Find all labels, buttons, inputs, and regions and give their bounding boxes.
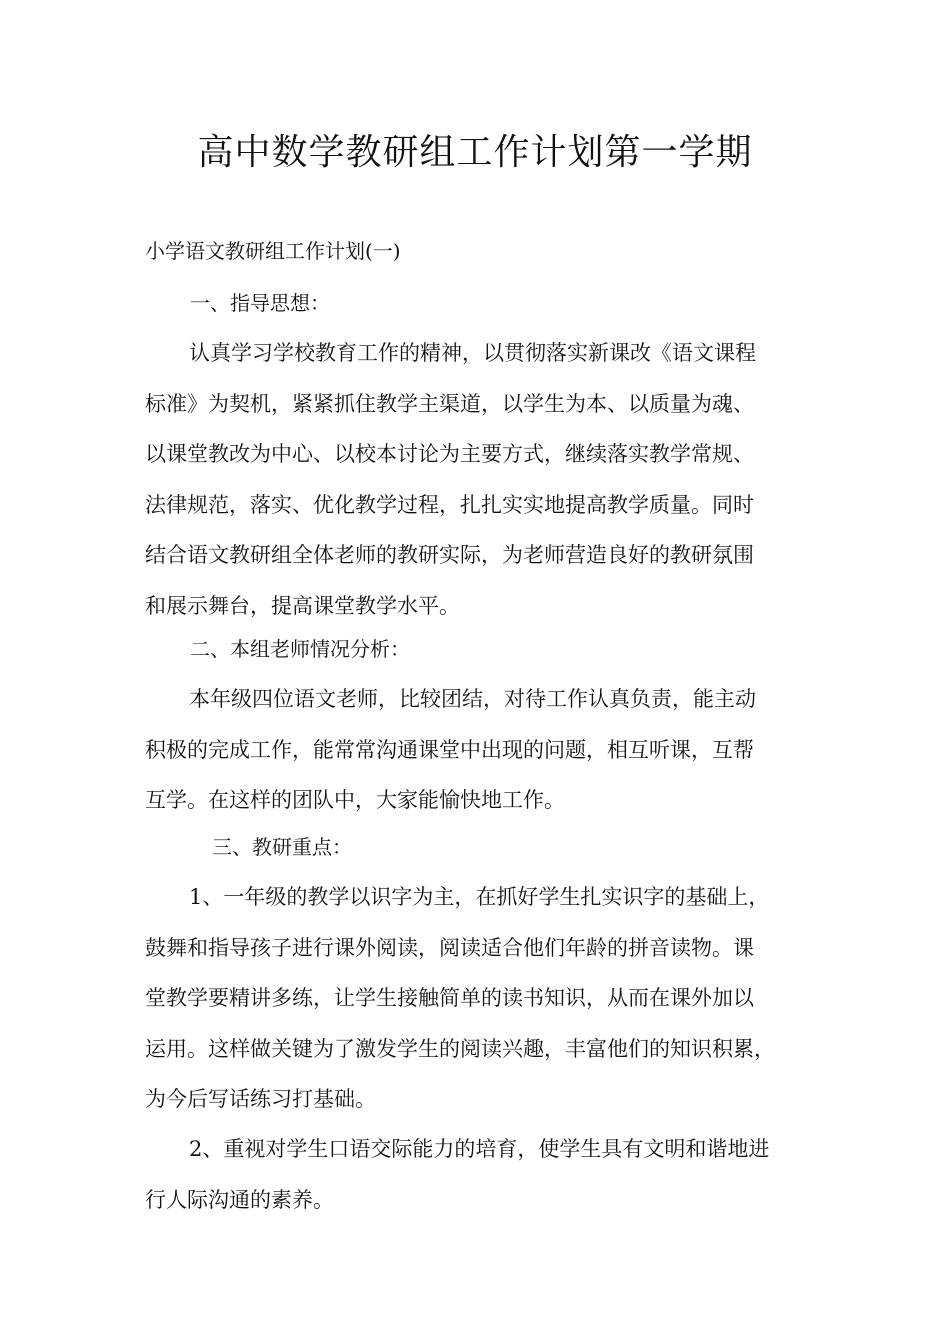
paragraph-line: 本年级四位语文老师，比较团结，对待工作认真负责，能主动 [189, 687, 756, 711]
section-heading-teacher-analysis: 二、本组老师情况分析： [190, 637, 410, 661]
paragraph-focus-item-1 [145, 872, 810, 1125]
paragraph-line: 认真学习学校教育工作的精神，以贯彻落实新课改《语文课程 [189, 341, 756, 365]
paragraph-line: 标准》为契机，紧紧抓住教学主渠道，以学生为本、以质量为魂、 [145, 391, 754, 416]
paragraph-line: 结合语文教研组全体老师的教研实际，为老师营造良好的教研氛围 [145, 543, 754, 567]
paragraph-guiding-thought [145, 328, 810, 631]
document-title: 高中数学教研组工作计划第一学期 [197, 132, 753, 173]
paragraph-line: 积极的完成工作，能常常沟通课堂中出现的问题，相互听课，互帮 [145, 737, 754, 762]
paragraph-line: 2、重视对学生口语交际能力的培育，使学生具有文明和谐地进 [189, 1137, 770, 1161]
document-subtitle: 小学语文教研组工作计划(一) [145, 239, 401, 263]
paragraph-line: 鼓舞和指导孩子进行课外阅读，阅读适合他们年龄的拼音读物。课 [145, 935, 754, 960]
paragraph-teacher-analysis [145, 674, 810, 826]
paragraph-focus-item-2 [145, 1124, 810, 1225]
paragraph-line: 法律规范，落实、优化教学过程，扎扎实实地提高教学质量。同时 [145, 492, 754, 517]
paragraph-line: 行人际沟通的素养。 [145, 1187, 334, 1212]
section-heading-guiding-thought: 一、指导思想： [190, 291, 330, 315]
paragraph-line: 堂教学要精讲多练，让学生接触简单的读书知识，从而在课外加以 [145, 986, 754, 1010]
section-heading-research-focus: 三、教研重点： [212, 835, 352, 859]
paragraph-line: 互学。在这样的团队中，大家能愉快地工作。 [145, 788, 565, 812]
paragraph-line: 以课堂教改为中心、以校本讨论为主要方式，继续落实教学常规、 [145, 442, 754, 466]
paragraph-line: 1、一年级的教学以识字为主，在抓好学生扎实识字的基础上， [189, 885, 770, 909]
paragraph-line: 为今后写话练习打基础。 [145, 1087, 376, 1111]
paragraph-line: 运用。这样做关键为了激发学生的阅读兴趣，丰富他们的知识积累， [145, 1036, 775, 1061]
paragraph-line: 和展示舞台，提高课堂教学水平。 [145, 593, 460, 618]
